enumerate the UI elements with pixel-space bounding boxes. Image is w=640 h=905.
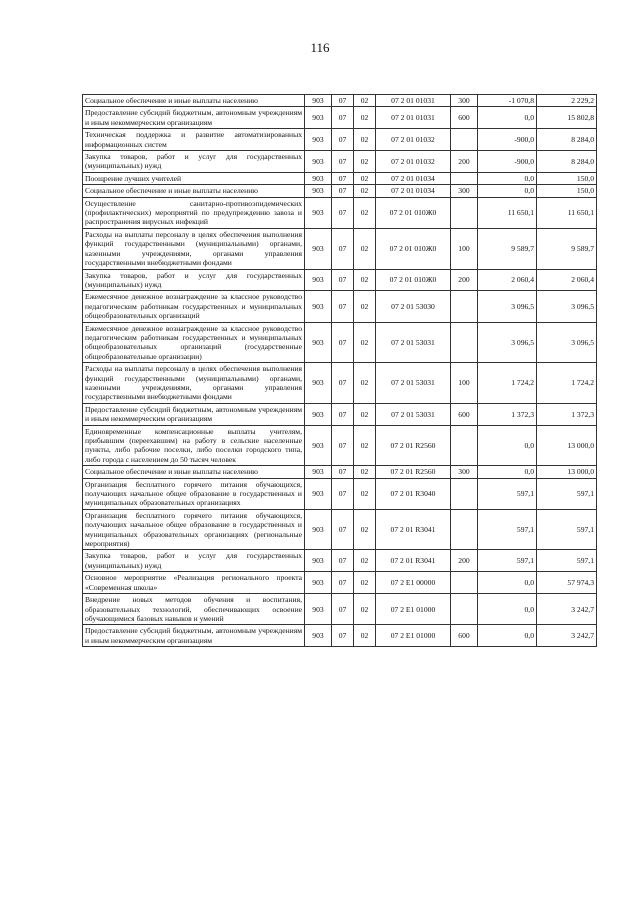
subsection-code-cell: 02 xyxy=(354,228,376,269)
row-name-cell: Предоставление субсидий бюджетным, автономным учреждениям и иным некоммерческим организациям xyxy=(83,403,305,425)
subsection-code-cell: 02 xyxy=(354,594,376,625)
target-article-cell: 07 2 E1 01000 xyxy=(376,625,451,647)
subsection-code-cell: 02 xyxy=(354,129,376,151)
expense-type-cell xyxy=(451,594,478,625)
row-name-cell: Поощрение лучших учителей xyxy=(83,172,305,184)
section-code-cell: 07 xyxy=(332,197,354,228)
row-name-cell: Предоставление субсидий бюджетным, автономным учреждениям и иным некоммерческим организациям xyxy=(83,107,305,129)
row-name-cell: Предоставление субсидий бюджетным, автономным учреждениям и иным некоммерческим организациям xyxy=(83,625,305,647)
section-code-cell: 07 xyxy=(332,228,354,269)
expense-type-cell: 200 xyxy=(451,550,478,572)
grbs-code-cell: 903 xyxy=(305,291,332,322)
total-amount-cell: 2 060,4 xyxy=(537,269,597,291)
section-code-cell: 07 xyxy=(332,625,354,647)
section-code-cell: 07 xyxy=(332,403,354,425)
total-amount-cell: 3 242,7 xyxy=(537,625,597,647)
table-row xyxy=(83,322,597,363)
table-row xyxy=(83,291,597,322)
total-amount-cell: 57 974,3 xyxy=(537,572,597,594)
total-amount-cell: 3 242,7 xyxy=(537,594,597,625)
total-amount-cell: 9 589,7 xyxy=(537,228,597,269)
section-code-cell: 07 xyxy=(332,269,354,291)
grbs-code-cell: 903 xyxy=(305,197,332,228)
expense-type-cell xyxy=(451,509,478,550)
target-article-cell: 07 2 01 01034 xyxy=(376,185,451,197)
subsection-code-cell: 02 xyxy=(354,403,376,425)
expense-type-cell: 300 xyxy=(451,95,478,107)
target-article-cell: 07 2 01 01032 xyxy=(376,129,451,151)
subsection-code-cell: 02 xyxy=(354,172,376,184)
change-amount-cell: 0,0 xyxy=(478,172,537,184)
subsection-code-cell: 02 xyxy=(354,466,376,478)
section-code-cell: 07 xyxy=(332,129,354,151)
subsection-code-cell: 02 xyxy=(354,107,376,129)
section-code-cell: 07 xyxy=(332,322,354,363)
table-row xyxy=(83,151,597,173)
subsection-code-cell: 02 xyxy=(354,197,376,228)
grbs-code-cell: 903 xyxy=(305,478,332,509)
total-amount-cell: 597,1 xyxy=(537,509,597,550)
total-amount-cell: 597,1 xyxy=(537,550,597,572)
section-code-cell: 07 xyxy=(332,509,354,550)
expense-type-cell: 300 xyxy=(451,466,478,478)
change-amount-cell: -900,0 xyxy=(478,151,537,173)
total-amount-cell: 8 284,0 xyxy=(537,129,597,151)
table-row xyxy=(83,509,597,550)
expense-type-cell: 600 xyxy=(451,403,478,425)
total-amount-cell: 8 284,0 xyxy=(537,151,597,173)
section-code-cell: 07 xyxy=(332,185,354,197)
section-code-cell: 07 xyxy=(332,550,354,572)
row-name-cell: Ежемесячное денежное вознаграждение за классное руководство педагогическим работникам государственных и муниципальных общеобразовательных организаций xyxy=(83,291,305,322)
table-row xyxy=(83,269,597,291)
grbs-code-cell: 903 xyxy=(305,425,332,466)
section-code-cell: 07 xyxy=(332,107,354,129)
subsection-code-cell: 02 xyxy=(354,550,376,572)
section-code-cell: 07 xyxy=(332,95,354,107)
target-article-cell: 07 2 01 01031 xyxy=(376,107,451,129)
change-amount-cell: 3 096,5 xyxy=(478,322,537,363)
table-row xyxy=(83,425,597,466)
expense-type-cell: 300 xyxy=(451,185,478,197)
target-article-cell: 07 2 01 010Ж0 xyxy=(376,269,451,291)
total-amount-cell: 3 096,5 xyxy=(537,291,597,322)
table-row xyxy=(83,403,597,425)
budget-table xyxy=(82,94,597,647)
grbs-code-cell: 903 xyxy=(305,322,332,363)
expense-type-cell xyxy=(451,129,478,151)
table-row xyxy=(83,363,597,404)
target-article-cell: 07 2 01 53031 xyxy=(376,403,451,425)
target-article-cell: 07 2 E1 00000 xyxy=(376,572,451,594)
target-article-cell: 07 2 01 R3041 xyxy=(376,509,451,550)
table-row xyxy=(83,572,597,594)
change-amount-cell: 597,1 xyxy=(478,509,537,550)
grbs-code-cell: 903 xyxy=(305,363,332,404)
section-code-cell: 07 xyxy=(332,466,354,478)
section-code-cell: 07 xyxy=(332,572,354,594)
grbs-code-cell: 903 xyxy=(305,625,332,647)
section-code-cell: 07 xyxy=(332,478,354,509)
total-amount-cell: 15 802,8 xyxy=(537,107,597,129)
subsection-code-cell: 02 xyxy=(354,269,376,291)
row-name-cell: Техническая поддержка и развитие автоматизированных информационных систем xyxy=(83,129,305,151)
total-amount-cell: 13 000,0 xyxy=(537,425,597,466)
target-article-cell: 07 2 01 010Ж0 xyxy=(376,197,451,228)
table-row xyxy=(83,478,597,509)
change-amount-cell: 0,0 xyxy=(478,594,537,625)
change-amount-cell: 9 589,7 xyxy=(478,228,537,269)
grbs-code-cell: 903 xyxy=(305,228,332,269)
grbs-code-cell: 903 xyxy=(305,403,332,425)
row-name-cell: Социальное обеспечение и иные выплаты населению xyxy=(83,466,305,478)
target-article-cell: 07 2 01 53031 xyxy=(376,322,451,363)
row-name-cell: Расходы на выплаты персоналу в целях обеспечения выполнения функций государственными (муниципальными) органами, казенными учреждениями, органами управления государственными внебюджетными фондами xyxy=(83,363,305,404)
row-name-cell: Основное мероприятие «Реализация регионального проекта «Современная школа» xyxy=(83,572,305,594)
row-name-cell: Организация бесплатного горячего питания обучающихся, получающих начальное общее образование в государственных и муниципальных образовательных организациях xyxy=(83,478,305,509)
change-amount-cell: 1 372,3 xyxy=(478,403,537,425)
section-code-cell: 07 xyxy=(332,363,354,404)
expense-type-cell: 100 xyxy=(451,228,478,269)
total-amount-cell: 11 650,1 xyxy=(537,197,597,228)
expense-type-cell xyxy=(451,572,478,594)
change-amount-cell: 3 096,5 xyxy=(478,291,537,322)
change-amount-cell: -900,0 xyxy=(478,129,537,151)
total-amount-cell: 597,1 xyxy=(537,478,597,509)
change-amount-cell: 2 060,4 xyxy=(478,269,537,291)
row-name-cell: Внедрение новых методов обучения и воспитания, образовательных технологий, обеспечивающих освоение обучающимися базовых навыков и умений xyxy=(83,594,305,625)
change-amount-cell: 1 724,2 xyxy=(478,363,537,404)
grbs-code-cell: 903 xyxy=(305,185,332,197)
grbs-code-cell: 903 xyxy=(305,594,332,625)
subsection-code-cell: 02 xyxy=(354,572,376,594)
row-name-cell: Закупка товаров, работ и услуг для государственных (муниципальных) нужд xyxy=(83,151,305,173)
change-amount-cell: 0,0 xyxy=(478,185,537,197)
change-amount-cell: 597,1 xyxy=(478,478,537,509)
grbs-code-cell: 903 xyxy=(305,151,332,173)
grbs-code-cell: 903 xyxy=(305,572,332,594)
table-row xyxy=(83,625,597,647)
total-amount-cell: 150,0 xyxy=(537,185,597,197)
subsection-code-cell: 02 xyxy=(354,95,376,107)
expense-type-cell xyxy=(451,172,478,184)
change-amount-cell: -1 070,8 xyxy=(478,95,537,107)
page-number: 116 xyxy=(310,40,330,55)
subsection-code-cell: 02 xyxy=(354,151,376,173)
change-amount-cell: 0,0 xyxy=(478,466,537,478)
change-amount-cell: 0,0 xyxy=(478,572,537,594)
row-name-cell: Закупка товаров, работ и услуг для государственных (муниципальных) нужд xyxy=(83,269,305,291)
expense-type-cell: 200 xyxy=(451,151,478,173)
change-amount-cell: 0,0 xyxy=(478,425,537,466)
table-row xyxy=(83,172,597,184)
expense-type-cell xyxy=(451,425,478,466)
row-name-cell: Расходы на выплаты персоналу в целях обеспечения выполнения функций государственными (муниципальными) органами, казенными учреждениями, органами управления государственными внебюджетными фондами xyxy=(83,228,305,269)
subsection-code-cell: 02 xyxy=(354,625,376,647)
change-amount-cell: 597,1 xyxy=(478,550,537,572)
target-article-cell: 07 2 01 R2560 xyxy=(376,425,451,466)
target-article-cell: 07 2 01 01034 xyxy=(376,172,451,184)
total-amount-cell: 2 229,2 xyxy=(537,95,597,107)
expense-type-cell: 200 xyxy=(451,269,478,291)
total-amount-cell: 13 000,0 xyxy=(537,466,597,478)
grbs-code-cell: 903 xyxy=(305,269,332,291)
subsection-code-cell: 02 xyxy=(354,322,376,363)
table-row xyxy=(83,185,597,197)
row-name-cell: Единовременные компенсационные выплаты учителям, прибывшим (переехавшим) на работу в сельские населенные пункты, либо рабочие поселки, либо поселки городского типа, либо города с населением до 50 тысяч человек xyxy=(83,425,305,466)
table-row xyxy=(83,197,597,228)
target-article-cell: 07 2 01 01032 xyxy=(376,151,451,173)
section-code-cell: 07 xyxy=(332,172,354,184)
subsection-code-cell: 02 xyxy=(354,363,376,404)
table-row xyxy=(83,228,597,269)
table-row xyxy=(83,466,597,478)
subsection-code-cell: 02 xyxy=(354,509,376,550)
expense-type-cell xyxy=(451,322,478,363)
grbs-code-cell: 903 xyxy=(305,95,332,107)
expense-type-cell xyxy=(451,197,478,228)
row-name-cell: Ежемесячное денежное вознаграждение за классное руководство педагогическим работникам государственных и муниципальных общеобразовательных организаций (государственные общеобразовательные организации) xyxy=(83,322,305,363)
section-code-cell: 07 xyxy=(332,594,354,625)
expense-type-cell xyxy=(451,291,478,322)
section-code-cell: 07 xyxy=(332,151,354,173)
target-article-cell: 07 2 E1 01000 xyxy=(376,594,451,625)
table-row xyxy=(83,550,597,572)
grbs-code-cell: 903 xyxy=(305,509,332,550)
target-article-cell: 07 2 01 R3041 xyxy=(376,550,451,572)
row-name-cell: Закупка товаров, работ и услуг для государственных (муниципальных) нужд xyxy=(83,550,305,572)
table-row xyxy=(83,129,597,151)
grbs-code-cell: 903 xyxy=(305,466,332,478)
total-amount-cell: 150,0 xyxy=(537,172,597,184)
subsection-code-cell: 02 xyxy=(354,291,376,322)
row-name-cell: Социальное обеспечение и иные выплаты населению xyxy=(83,95,305,107)
grbs-code-cell: 903 xyxy=(305,129,332,151)
subsection-code-cell: 02 xyxy=(354,478,376,509)
row-name-cell: Осуществление санитарно-противоэпидемических (профилактических) мероприятий по предупреждению завоза и распространения вирусных инфекций xyxy=(83,197,305,228)
target-article-cell: 07 2 01 R2560 xyxy=(376,466,451,478)
section-code-cell: 07 xyxy=(332,291,354,322)
grbs-code-cell: 903 xyxy=(305,107,332,129)
target-article-cell: 07 2 01 R3040 xyxy=(376,478,451,509)
change-amount-cell: 0,0 xyxy=(478,107,537,129)
change-amount-cell: 0,0 xyxy=(478,625,537,647)
budget-table-body xyxy=(83,95,597,647)
subsection-code-cell: 02 xyxy=(354,425,376,466)
row-name-cell: Организация бесплатного горячего питания обучающихся, получающих начальное общее образование в государственных и муниципальных образовательных организациях (региональные мероприятия) xyxy=(83,509,305,550)
expense-type-cell xyxy=(451,478,478,509)
table-row xyxy=(83,594,597,625)
expense-type-cell: 600 xyxy=(451,625,478,647)
expense-type-cell: 600 xyxy=(451,107,478,129)
expense-type-cell: 100 xyxy=(451,363,478,404)
total-amount-cell: 3 096,5 xyxy=(537,322,597,363)
total-amount-cell: 1 372,3 xyxy=(537,403,597,425)
row-name-cell: Социальное обеспечение и иные выплаты населению xyxy=(83,185,305,197)
target-article-cell: 07 2 01 53030 xyxy=(376,291,451,322)
target-article-cell: 07 2 01 01031 xyxy=(376,95,451,107)
target-article-cell: 07 2 01 010Ж0 xyxy=(376,228,451,269)
table-row xyxy=(83,107,597,129)
grbs-code-cell: 903 xyxy=(305,550,332,572)
change-amount-cell: 11 650,1 xyxy=(478,197,537,228)
total-amount-cell: 1 724,2 xyxy=(537,363,597,404)
table-row xyxy=(83,95,597,107)
target-article-cell: 07 2 01 53031 xyxy=(376,363,451,404)
subsection-code-cell: 02 xyxy=(354,185,376,197)
section-code-cell: 07 xyxy=(332,425,354,466)
grbs-code-cell: 903 xyxy=(305,172,332,184)
